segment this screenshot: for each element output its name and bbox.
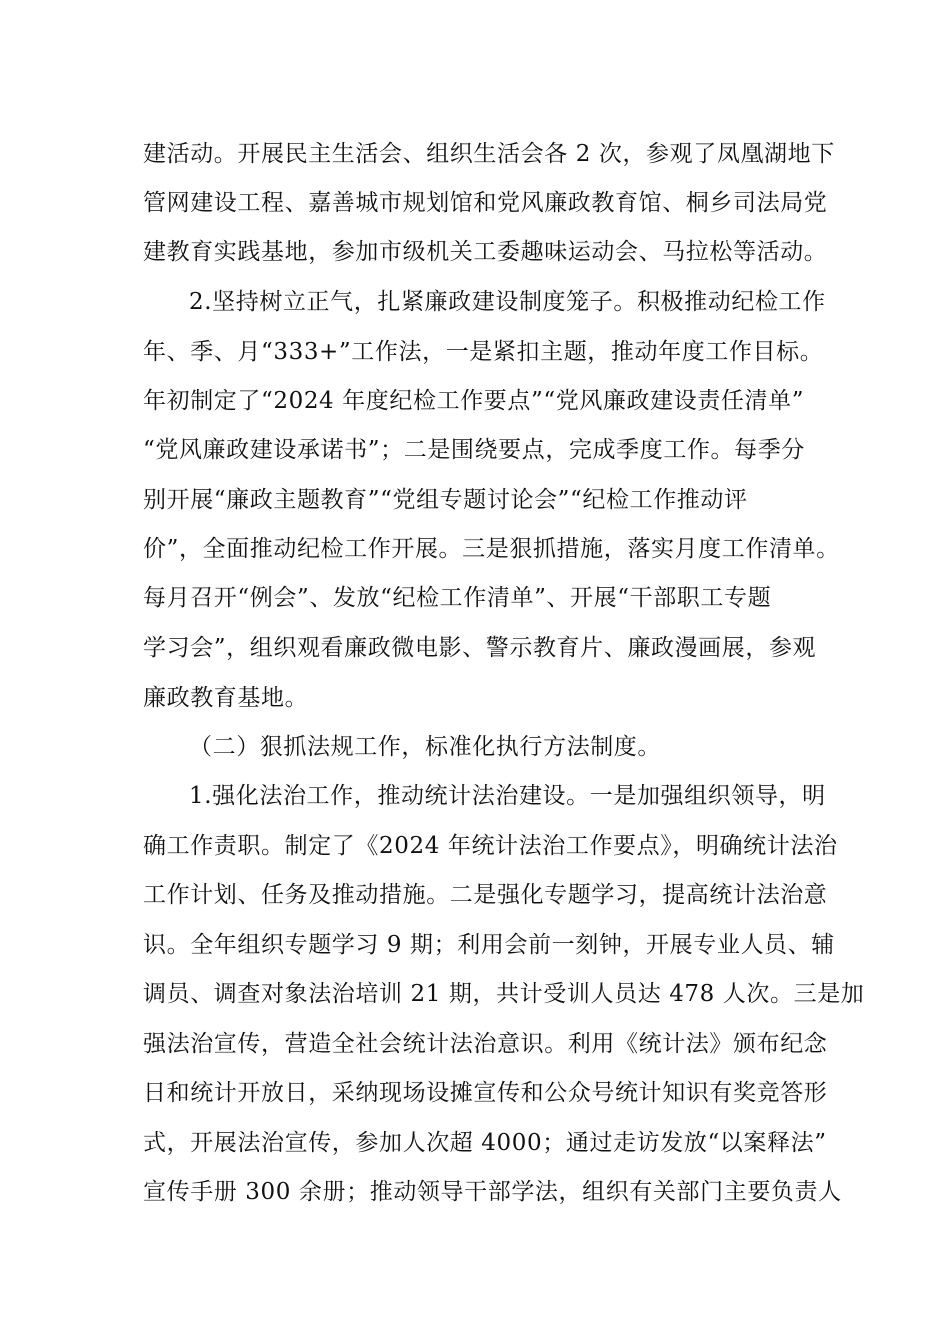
text-line: 工作计划、任务及推动措施。二是强化专题学习，提高统计法治意 (143, 882, 828, 908)
text-line: 廉政教育基地。 (143, 685, 309, 711)
text-line: 价”，全面推动纪检工作开展。三是狠抓措施，落实月度工作清单。 (143, 536, 840, 562)
text-line: 别开展“廉政主题教育”“党组专题讨论会”“纪检工作推动评 (143, 487, 748, 513)
text-line: 管网建设工程、嘉善城市规划馆和党风廉政教育馆、桐乡司法局党 (143, 190, 828, 216)
paragraph-start-line: 2.坚持树立正气，扎紧廉政建设制度笼子。积极推动纪检工作 (189, 289, 826, 315)
text-line: “党风廉政建设承诺书”；二是围绕要点，完成季度工作。每季分 (143, 437, 805, 463)
text-line: 强法治宣传，营造全社会统计法治意识。利用《统计法》颁布纪念 (143, 1031, 828, 1057)
text-line: 识。全年组织专题学习 9 期；利用会前一刻钟，开展专业人员、辅 (143, 932, 835, 958)
text-line: 宣传手册 300 余册；推动领导干部学法，组织有关部门主要负责人 (143, 1179, 842, 1205)
text-line: 确工作责职。制定了《2024 年统计法治工作要点》，明确统计法治 (143, 833, 838, 859)
text-line: 式，开展法治宣传，参加人次超 4000；通过走访发放“以案释法” (143, 1130, 827, 1156)
text-line: 年初制定了“2024 年度纪检工作要点”“党风廉政建设责任清单” (143, 388, 805, 414)
paragraph-start-line: 1.强化法治工作，推动统计法治建设。一是加强组织领导，明 (189, 783, 826, 809)
text-line: 年、季、月“333+”工作法，一是紧扣主题，推动年度工作目标。 (143, 339, 824, 365)
text-line: 每月召开“例会”、发放“纪检工作清单”、开展“干部职工专题 (143, 585, 772, 611)
section-heading: （二）狠抓法规工作，标准化执行方法制度。 (189, 734, 661, 760)
text-line: 建教育实践基地，参加市级机关工委趣味运动会、马拉松等活动。 (143, 239, 828, 265)
text-line: 学习会”，组织观看廉政微电影、警示教育片、廉政漫画展，参观 (143, 635, 817, 661)
text-line: 调员、调查对象法治培训 21 期，共计受训人员达 478 人次。三是加 (143, 981, 865, 1007)
text-line: 日和统计开放日，采纳现场设摊宣传和公众号统计知识有奖竞答形 (143, 1080, 828, 1106)
text-line: 建活动。开展民主生活会、组织生活会各 2 次，参观了凤凰湖地下 (143, 141, 835, 167)
